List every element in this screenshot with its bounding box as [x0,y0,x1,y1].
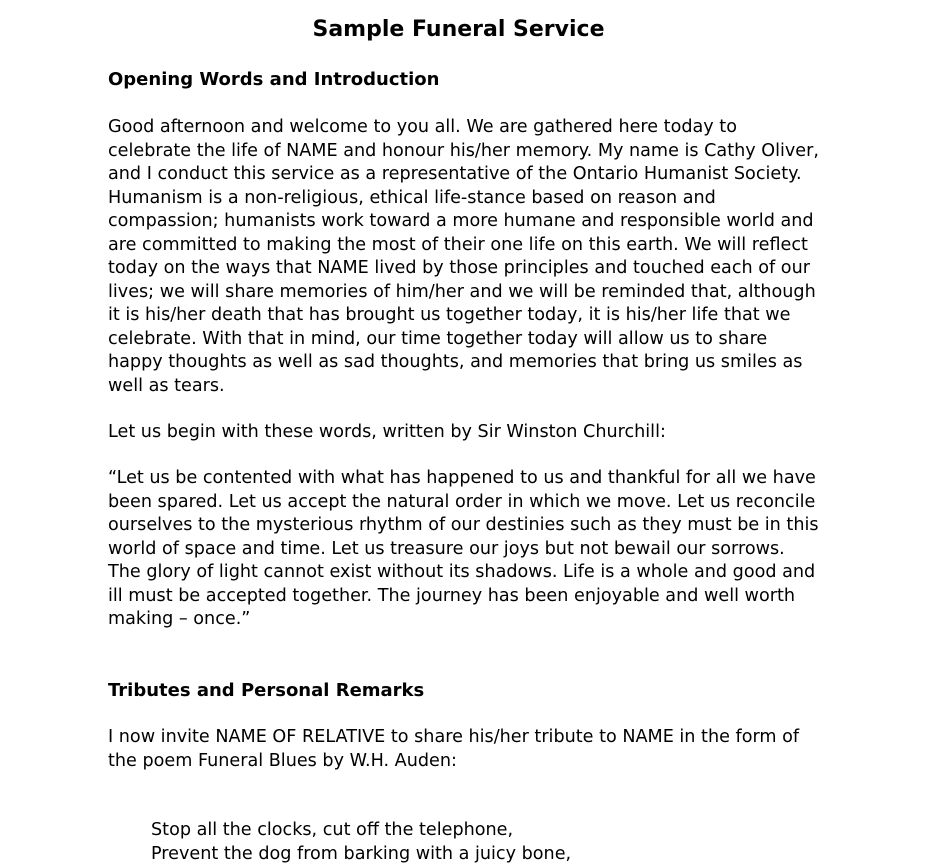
paragraph-churchill-quote [108,467,828,632]
paragraph-line: lives; we will share memories of him/her and we will be reminded that, although [108,281,816,302]
paragraph-line: ill must be accepted together. The journey has been enjoyable and well worth [108,585,795,606]
paragraph-churchill-intro [108,421,828,445]
paragraph-line: been spared. Let us accept the natural order in which we move. Let us reconcile [108,491,816,512]
paragraph-line: The glory of light cannot exist without its shadows. Life is a whole and good and [108,562,816,582]
section-heading-tributes: Tributes and Personal Remarks [108,680,425,701]
paragraph-line: celebrate the life of NAME and honour his/her memory. My name is Cathy Oliver, [108,140,819,161]
paragraph-line: ourselves to the mysterious rhythm of our destinies such as they must be in this [108,515,819,535]
paragraph-line: are committed to making the most of their one life on this earth. We will reflect [108,234,808,255]
paragraph-line: happy thoughts as well as sad thoughts, and memories that bring us smiles as [108,352,803,372]
paragraph-line: well as tears. [108,375,225,396]
paragraph-line: I now invite NAME OF RELATIVE to share his/her tribute to NAME in the form of [108,727,800,747]
paragraph-line: compassion; humanists work toward a more humane and responsible world and [108,211,814,231]
paragraph-line: “Let us be contented with what has happened to us and thankful for all we have [108,468,816,488]
paragraph-line: it is his/her death that has brought us together today, it is his/her life that we [108,305,791,325]
poem-funeral-blues [151,819,571,866]
paragraph-introduction [108,116,828,398]
paragraph-line: making – once.” [108,609,251,629]
section-heading-opening: Opening Words and Introduction [108,69,440,90]
document-title: Sample Funeral Service [312,17,605,42]
poem-line: Stop all the clocks, cut off the telephone, [151,820,514,840]
paragraph-line: celebrate. With that in mind, our time together today will allow us to share [108,328,768,349]
paragraph-line: world of space and time. Let us treasure our joys but not bewail our sorrows. [108,538,785,559]
paragraph-line: Good afternoon and welcome to you all. We are gathered here today to [108,117,737,137]
poem-line: Prevent the dog from barking with a juicy bone, [151,843,572,864]
paragraph-tribute-invite [108,726,828,773]
paragraph-line: Humanism is a non-religious, ethical life-stance based on reason and [108,187,716,208]
paragraph-line: the poem Funeral Blues by W.H. Auden: [108,750,457,771]
paragraph-line: and I conduct this service as a representative of the Ontario Humanist Society. [108,164,802,184]
paragraph-line: today on the ways that NAME lived by those principles and touched each of our [108,258,810,278]
paragraph-line: Let us begin with these words, written by Sir Winston Churchill: [108,422,666,442]
